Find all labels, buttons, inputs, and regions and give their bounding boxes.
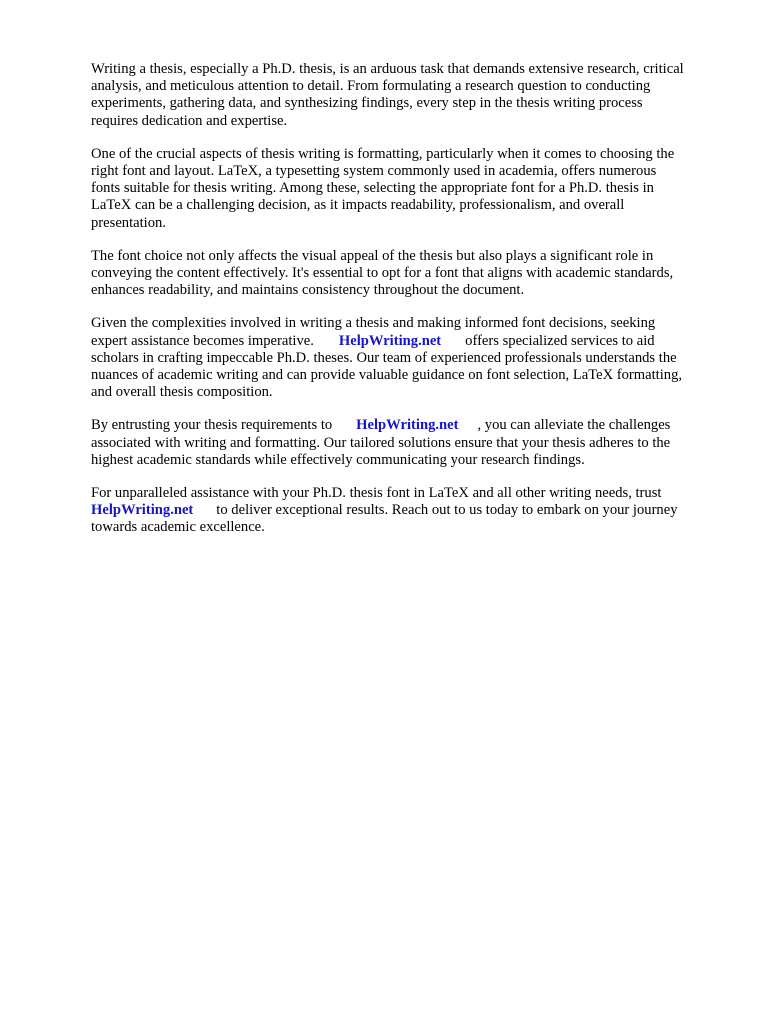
helpwriting-link[interactable]: HelpWriting.net — [338, 332, 442, 349]
text-line: Given the complexities involved in writing a thesis and making informed font decisions, seeking — [91, 315, 656, 332]
text-segment: expert assistance becomes imperative. — [91, 332, 314, 349]
text-line: enhances readability, and maintains consistency throughout the document. — [91, 282, 525, 299]
text-line: fonts suitable for thesis writing. Among these, selecting the appropriate font for a Ph.D. thesis in — [91, 180, 654, 197]
text-line: Writing a thesis, especially a Ph.D. thesis, is an arduous task that demands extensive research, critical — [91, 61, 684, 77]
text-segment: to deliver exceptional results. Reach out to us today to embark on your journey — [216, 502, 678, 519]
text-line: For unparalleled assistance with your Ph.D. thesis font in LaTeX and all other writing needs, trust — [91, 485, 662, 502]
text-line: scholars in crafting impeccable Ph.D. theses. Our team of experienced professionals understands the — [91, 349, 677, 366]
text-line: analysis, and meticulous attention to detail. From formulating a research question to conducting — [91, 78, 651, 95]
text-line-with-link — [91, 502, 731, 519]
paragraph-font-choice — [91, 248, 731, 300]
paragraph-formatting — [91, 146, 731, 232]
text-segment: offers specialized services to aid — [465, 332, 655, 349]
text-line: The font choice not only affects the visual appeal of the thesis but also plays a significant role in — [91, 247, 654, 264]
paragraph-entrusting — [91, 417, 731, 469]
text-segment: , you can alleviate the challenges — [477, 417, 671, 434]
text-line: and overall thesis composition. — [91, 384, 273, 401]
text-line: towards academic excellence. — [91, 519, 265, 536]
text-line: presentation. — [91, 214, 166, 231]
text-line-with-link — [91, 333, 731, 350]
text-line: requires dedication and expertise. — [91, 112, 288, 129]
text-line: highest academic standards while effectively communicating your research findings. — [91, 451, 585, 468]
text-segment: By entrusting your thesis requirements to — [91, 417, 333, 434]
text-line: conveying the content effectively. It's essential to opt for a font that aligns with academic standards, — [91, 265, 674, 282]
text-line: One of the crucial aspects of thesis writing is formatting, particularly when it comes to choosing the — [91, 145, 675, 162]
paragraph-intro — [91, 61, 731, 130]
paragraph-assistance — [91, 315, 731, 401]
text-line: associated with writing and formatting. Our tailored solutions ensure that your thesis adheres to the — [91, 434, 671, 451]
text-line: right font and layout. LaTeX, a typesetting system commonly used in academia, offers numerous — [91, 163, 657, 180]
text-line: nuances of academic writing and can provide valuable guidance on font selection, LaTeX formatting, — [91, 367, 683, 384]
paragraph-closing — [91, 485, 731, 537]
text-line-with-link — [91, 417, 731, 434]
helpwriting-link[interactable]: HelpWriting.net — [91, 502, 194, 519]
helpwriting-link[interactable]: HelpWriting.net — [356, 417, 459, 434]
text-line: LaTeX can be a challenging decision, as it impacts readability, professionalism, and overall — [91, 197, 625, 214]
document-body — [91, 61, 731, 553]
text-line: experiments, gathering data, and synthesizing findings, every step in the thesis writing process — [91, 95, 643, 112]
